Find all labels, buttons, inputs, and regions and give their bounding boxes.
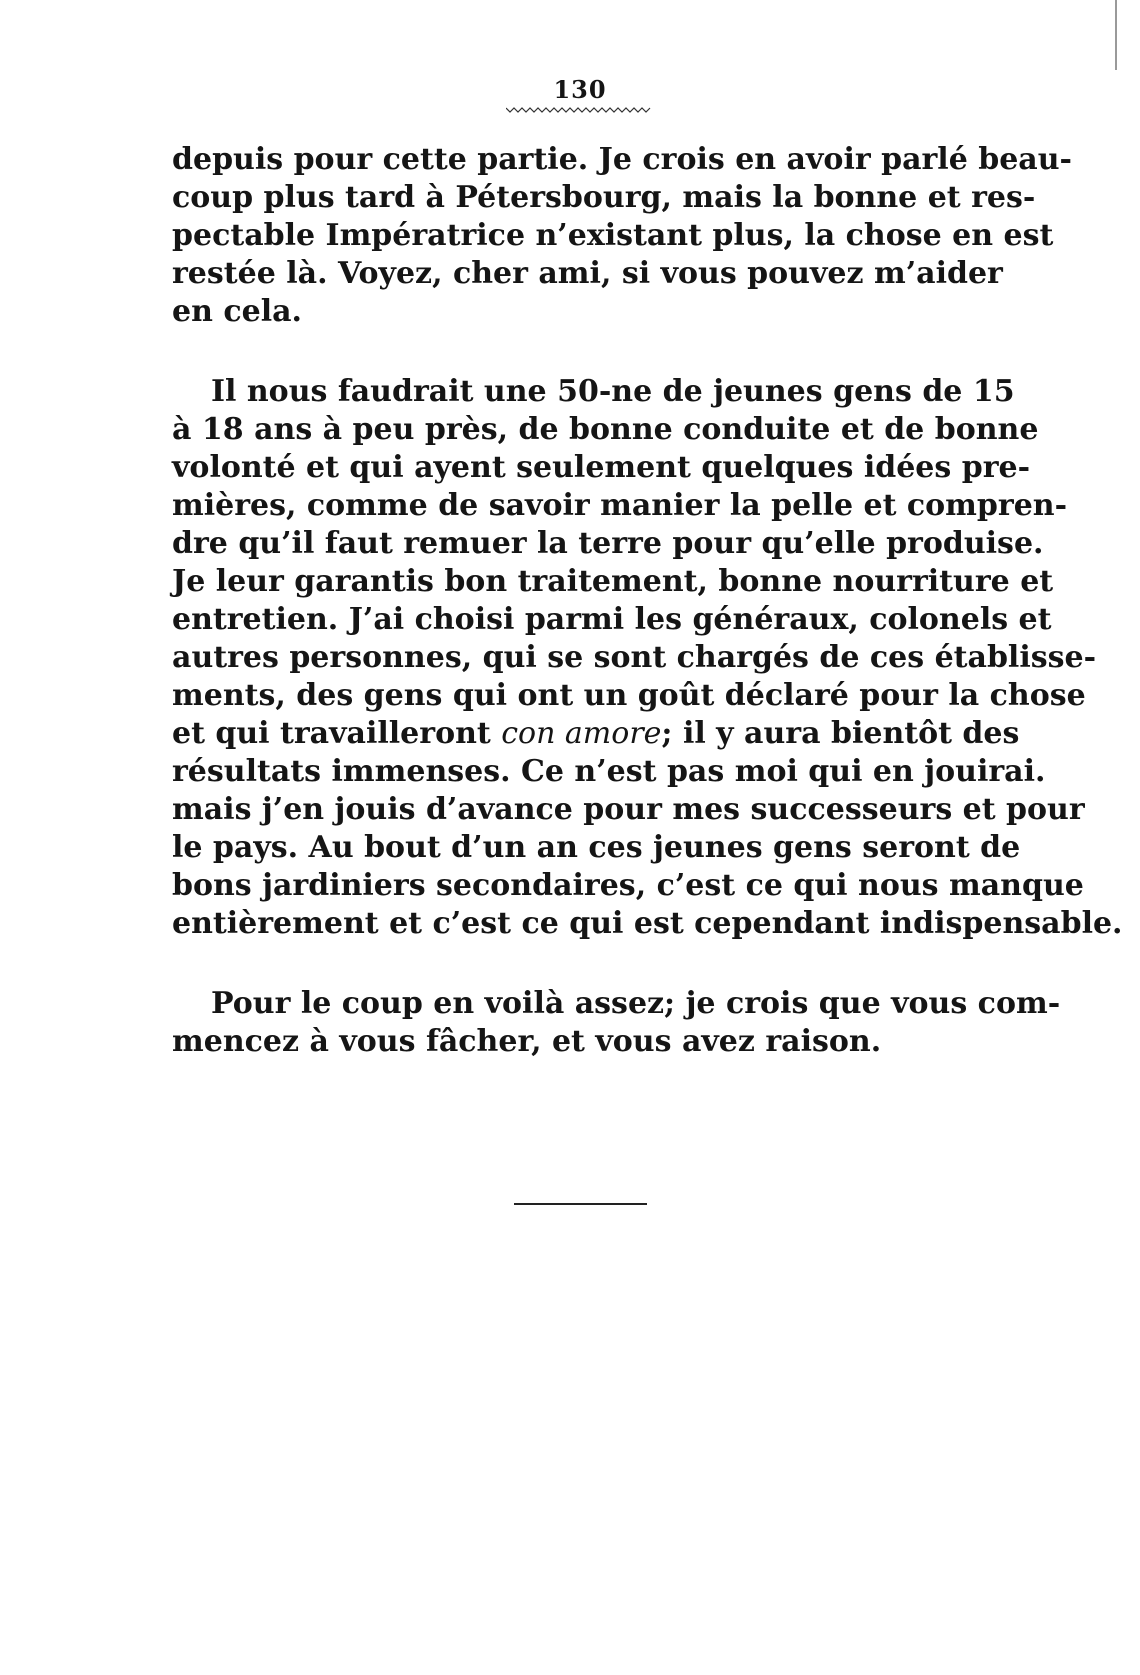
text-line: autres personnes, qui se sont chargés de ces établisse- [172,640,1097,675]
text-line: Je leur garantis bon traitement, bonne nourriture et [172,564,1054,599]
text-line: volonté et qui ayent seulement quelques idées pre- [172,450,1031,485]
text-line: dre qu’il faut remuer la terre pour qu’elle produise. [172,526,1044,561]
text-line: mais j’en jouis d’avance pour mes successeurs et pour [172,792,1085,827]
text-line-with-italic [172,715,1020,753]
text-line: Pour le coup en voilà assez; je crois que vous com- [211,986,1061,1021]
scan-edge-line [1115,0,1117,70]
page-number-ornament [506,104,652,116]
text-line: le pays. Au bout d’un an ces jeunes gens seront de [172,830,1021,865]
text-line: résultats immenses. Ce n’est pas moi qui en jouirai. [172,754,1046,789]
text-line: ments, des gens qui ont un goût déclaré pour la chose [172,678,1086,713]
text-line: restée là. Voyez, cher ami, si vous pouvez m’aider [172,256,1003,291]
text-line: coup plus tard à Pétersbourg, mais la bonne et res- [172,180,1036,215]
text-line: pectable Impératrice n’existant plus, la chose en est [172,218,1054,253]
text-line: bons jardiniers secondaires, c’est ce qui nous manque [172,868,1084,903]
italic-phrase: con amore [501,716,662,751]
page-number: 130 [553,75,607,104]
text-line: entretien. J’ai choisi parmi les généraux, colonels et [172,602,1052,637]
text-line: depuis pour cette partie. Je crois en avoir parlé beau- [172,142,1072,177]
text-line: mencez à vous fâcher, et vous avez raison. [172,1024,882,1059]
end-rule [514,1203,647,1205]
text-line: à 18 ans à peu près, de bonne conduite et de bonne [172,412,1039,447]
text-segment: ; il y aura bientôt des [661,716,1020,751]
text-segment: et qui travailleront [172,716,502,751]
text-line: entièrement et c’est ce qui est cependant indispensable. [172,906,1123,941]
text-line: Il nous faudrait une 50-ne de jeunes gens de 15 [211,374,1015,409]
text-line: mières, comme de savoir manier la pelle et compren- [172,488,1068,523]
text-line: en cela. [172,294,302,329]
